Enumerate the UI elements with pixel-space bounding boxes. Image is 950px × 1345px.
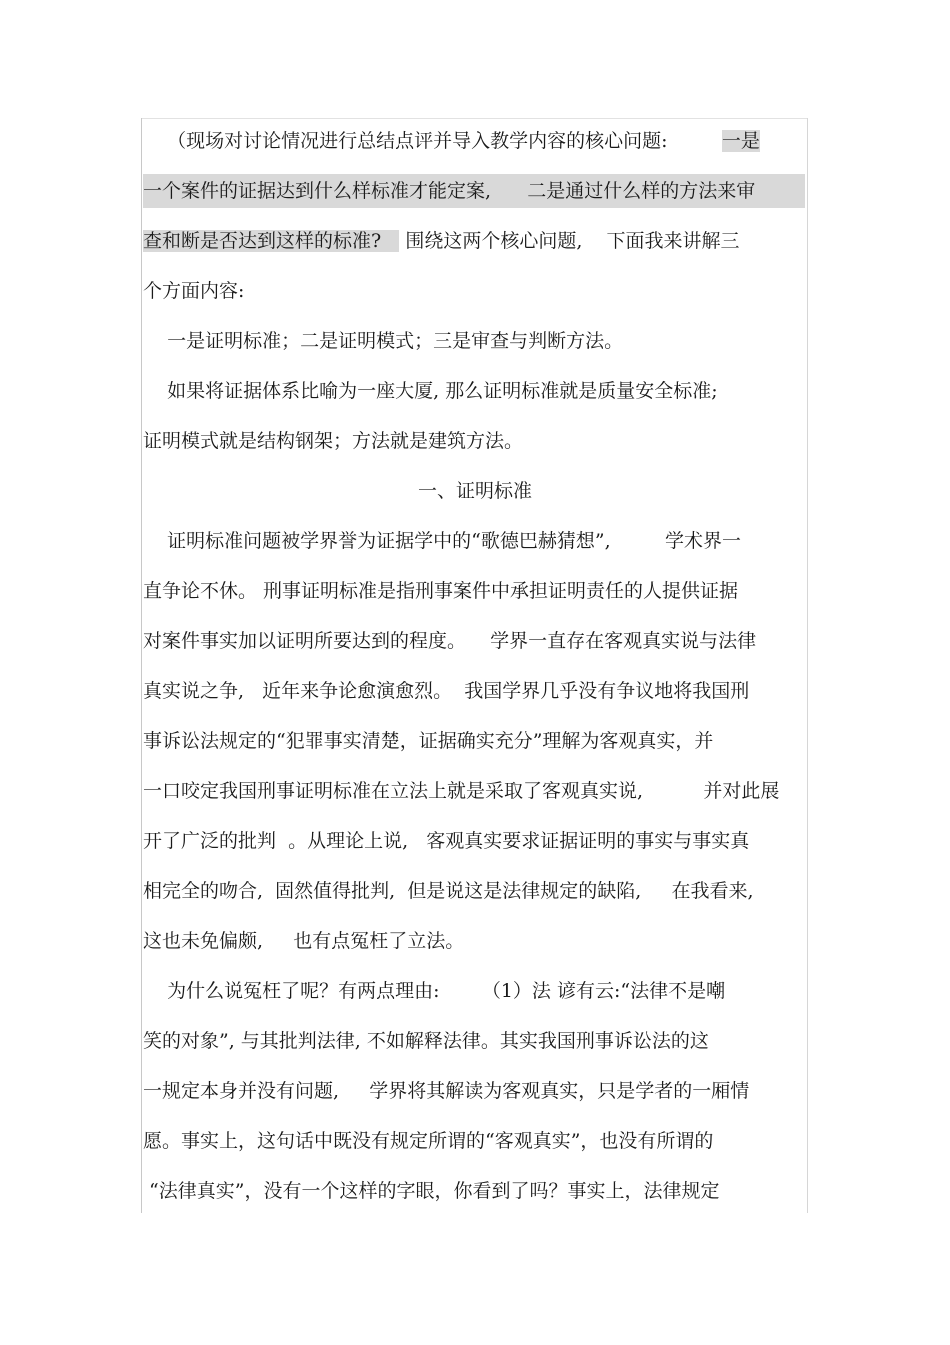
standard-line-7: 开了广泛的批判 。从理论上说, 客观真实要求证据证明的事实与事实真 xyxy=(143,830,750,852)
reason-line-4: 愿。事实上，这句话中既没有规定所谓的“客观真实”，也没有所谓的 xyxy=(143,1130,714,1152)
reason-line-5: “法律真实”，没有一个这样的字眼，你看到了吗？事实上，法律规定 xyxy=(143,1180,720,1202)
intro-line-1-text: （现场对讨论情况进行总结点评并导入教学内容的核心问题: xyxy=(143,130,722,152)
section-heading: 一、证明标准 xyxy=(417,480,532,502)
page-frame-top xyxy=(141,118,808,119)
highlight-core-question: 一是 xyxy=(721,130,760,152)
standard-line-3: 对案件事实加以证明所要达到的程度。 学界一直存在客观真实说与法律 xyxy=(143,630,757,652)
intro-line-1 xyxy=(143,124,807,158)
metaphor-line-2: 证明模式就是结构钢架；方法就是建筑方法。 xyxy=(143,430,524,452)
standard-line-9: 这也未免偏颇, 也有点冤枉了立法。 xyxy=(143,930,465,952)
outline-line: 一是证明标准；二是证明模式；三是审查与判断方法。 xyxy=(143,330,624,352)
reason-line-2: 笑的对象”, 与其批判法律, 不如解释法律。其实我国刑事诉讼法的这 xyxy=(143,1030,709,1052)
standard-line-2: 直争论不休。 刑事证明标准是指刑事案件中承担证明责任的人提供证据 xyxy=(143,580,739,602)
reason-line-1: 为什么说冤枉了呢？有两点理由: （1）法 谚有云:“法律不是嘲 xyxy=(143,980,726,1002)
metaphor-line-1: 如果将证据体系比喻为一座大厦, 那么证明标准就是质量安全标准; xyxy=(143,380,718,402)
page-frame-left xyxy=(141,118,142,1213)
intro-line-2: 一个案件的证据达到什么样标准才能定案, 二是通过什么样的方法来审 xyxy=(143,174,805,208)
reason-line-3: 一规定本身并没有问题, 学界将其解读为客观真实，只是学者的一厢情 xyxy=(143,1080,750,1102)
page-frame-right xyxy=(807,118,808,1213)
standard-line-8: 相完全的吻合, 固然值得批判, 但是说这是法律规定的缺陷, 在我看来, xyxy=(143,880,754,902)
intro-line-3-text: 围绕这两个核心问题, 下面我来讲解三 xyxy=(399,230,740,252)
highlight-core-question-end: 查和断是否达到这样的标准? xyxy=(143,230,400,252)
standard-line-1: 证明标准问题被学界誉为证据学中的“歌德巴赫猜想”, 学术界一 xyxy=(143,530,741,552)
standard-line-6: 一口咬定我国刑事证明标准在立法上就是采取了客观真实说, 并对此展 xyxy=(143,780,780,802)
intro-line-3 xyxy=(143,224,807,258)
intro-line-4: 个方面内容: xyxy=(143,280,245,302)
standard-line-4: 真实说之争, 近年来争论愈演愈烈。 我国学界几乎没有争议地将我国刑 xyxy=(143,680,750,702)
standard-line-5: 事诉讼法规定的“犯罪事实清楚，证据确实充分”理解为客观真实，并 xyxy=(143,730,714,752)
